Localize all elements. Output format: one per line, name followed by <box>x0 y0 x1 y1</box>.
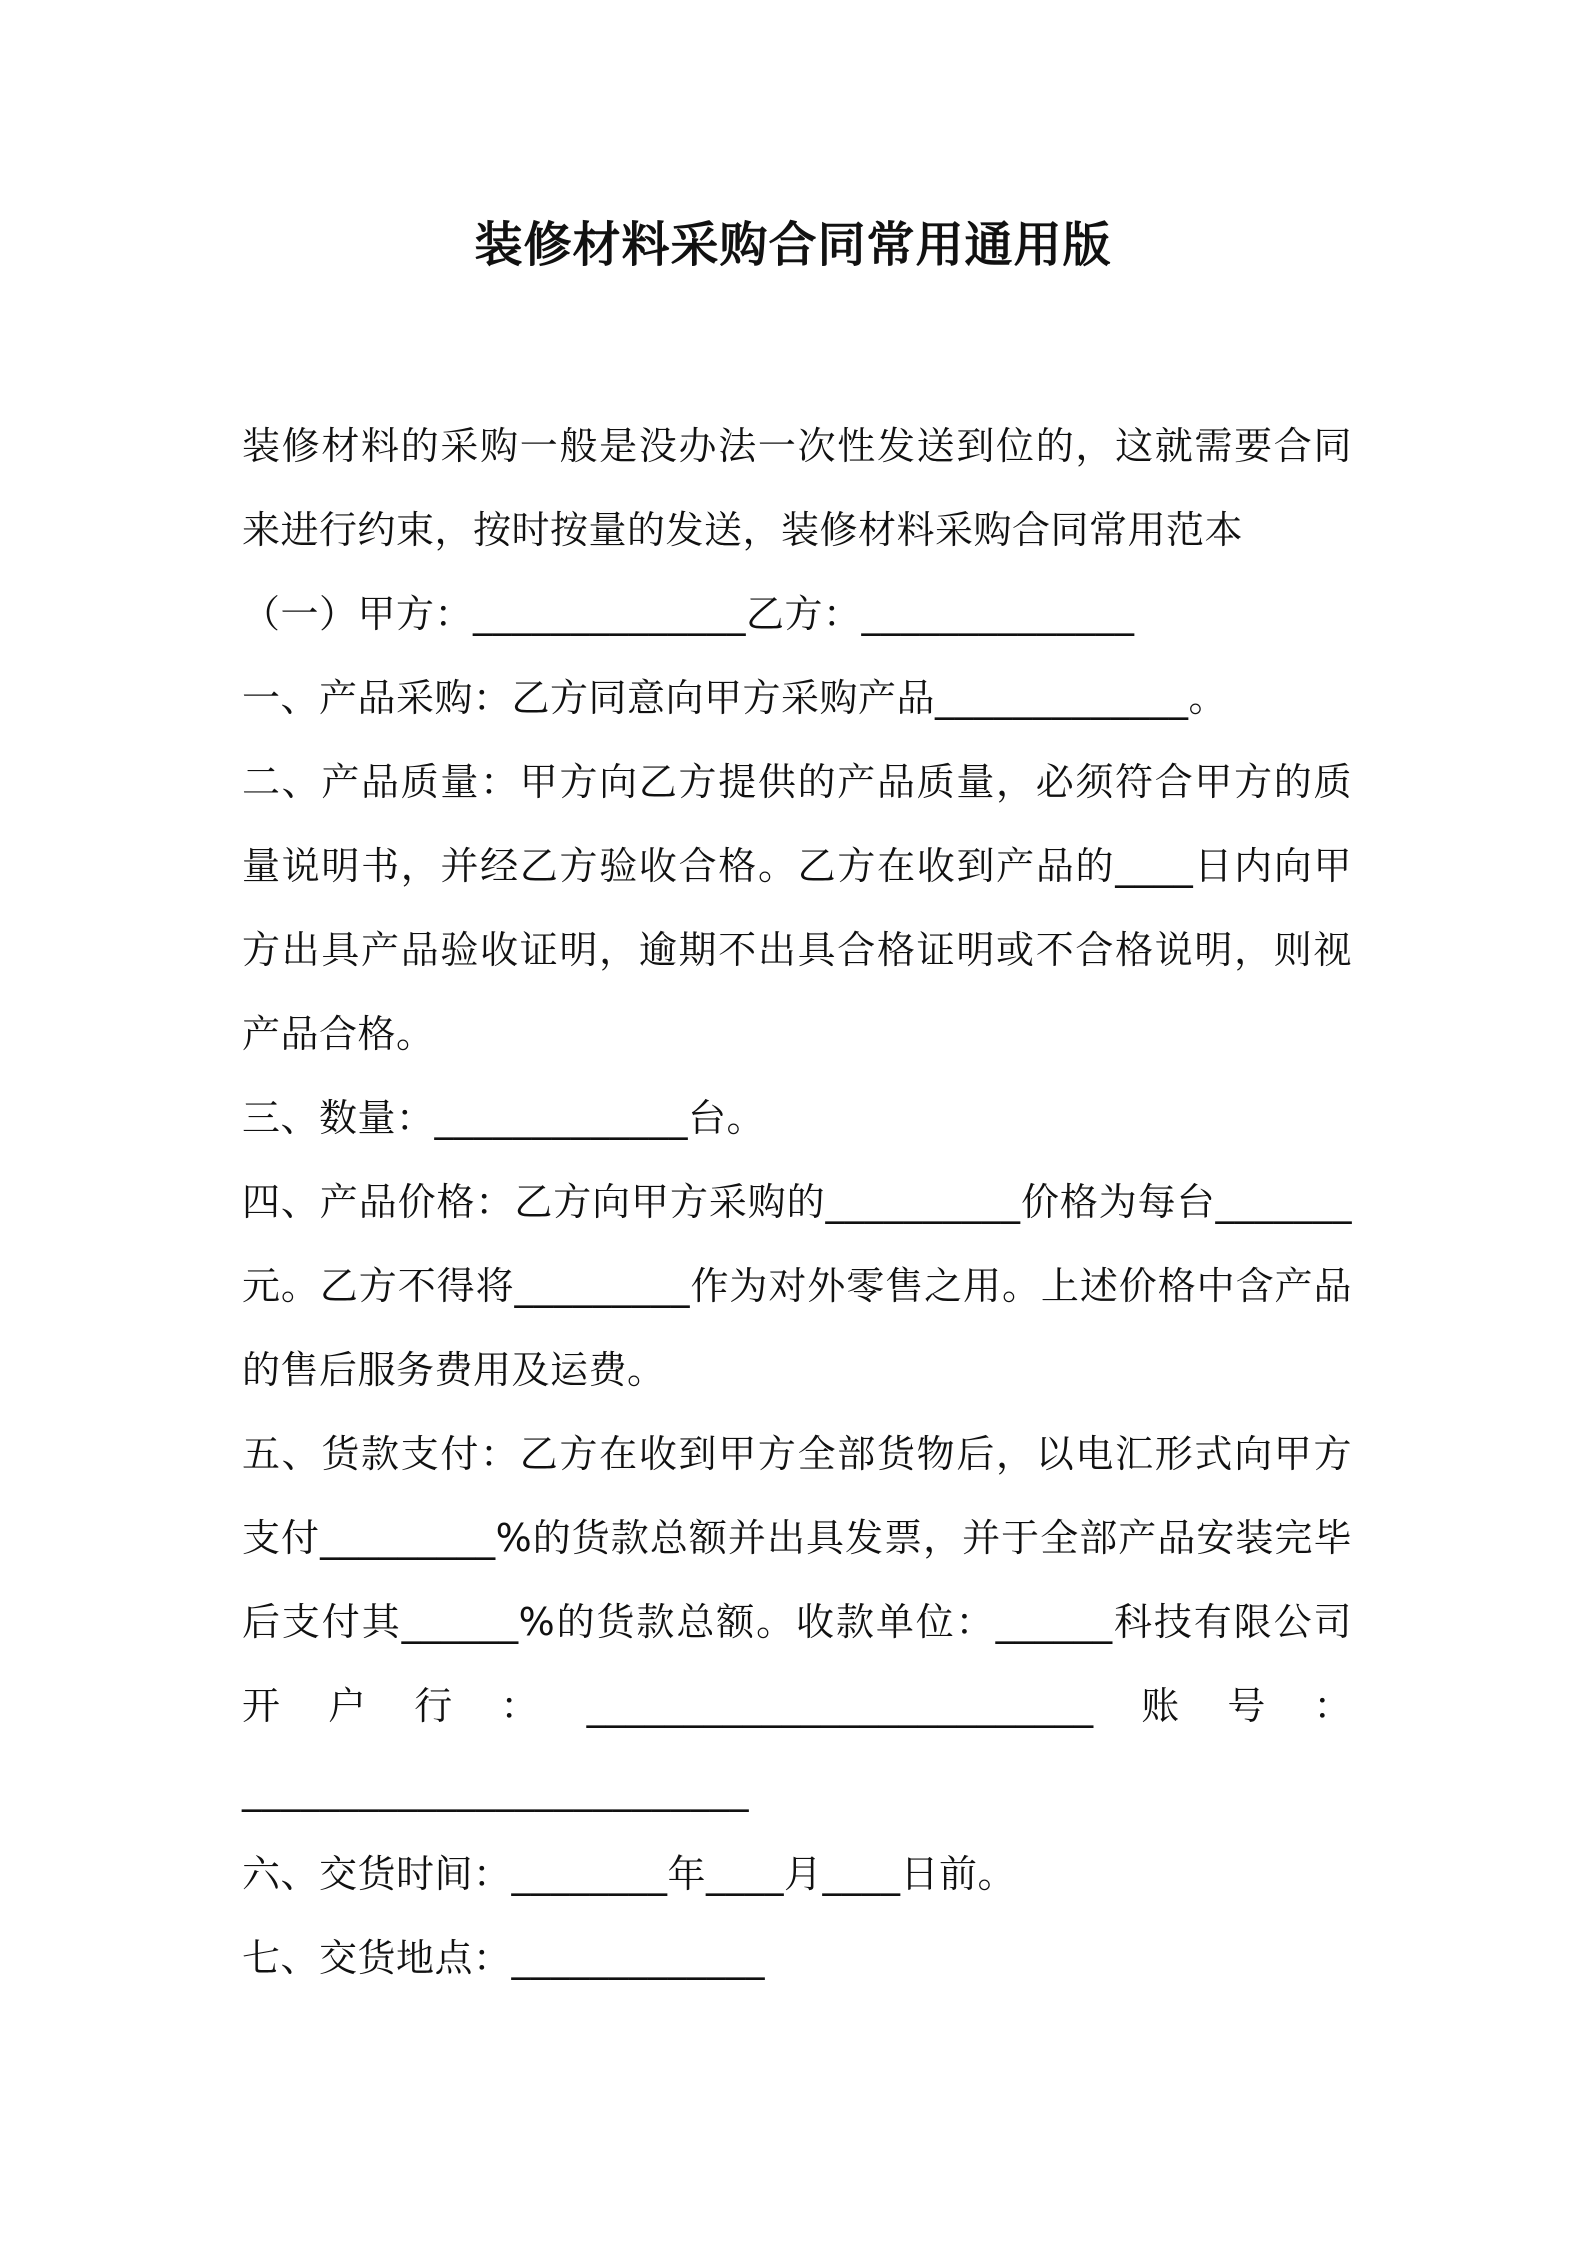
clause-product-purchase: 一、产品采购：乙方同意向甲方采购产品_____________。 <box>242 676 1228 720</box>
document-title: 装修材料采购合同常用通用版 <box>474 217 1112 273</box>
clause-quantity: 三、数量：_____________台。 <box>242 1096 766 1140</box>
clause-payment-account-blank: __________________________ <box>242 1768 749 1812</box>
clause-payment: 五、货款支付：乙方在收到甲方全部货物后，以电汇形式向甲方支付_________%的货款总额并出具发票，并于全部产品安装完毕后支付其______%的货款总额。收款单位：______科技有限公司开户行：__________________________账号： <box>242 1432 1352 1728</box>
clause-product-price: 四、产品价格：乙方向甲方采购的__________价格为每台_______元。乙方不得将_________作为对外零售之用。上述价格中含产品的售后服务费用及运费。 <box>242 1180 1352 1392</box>
clause-delivery-location: 七、交货地点：_____________ <box>242 1936 766 1980</box>
clause-delivery-time: 六、交货时间：________年____月____日前。 <box>242 1852 1017 1896</box>
document-body <box>242 404 1352 2000</box>
intro-paragraph: 装修材料的采购一般是没办法一次性发送到位的，这就需要合同来进行约束，按时按量的发送，装修材料采购合同常用范本 <box>242 424 1352 552</box>
clause-product-quality: 二、产品质量：甲方向乙方提供的产品质量，必须符合甲方的质量说明书，并经乙方验收合格。乙方在收到产品的____日内向甲方出具产品验收证明，逾期不出具合格证明或不合格说明，则视产品合格。 <box>242 760 1352 1056</box>
parties-line: （一）甲方：______________乙方：______________ <box>242 592 1135 636</box>
